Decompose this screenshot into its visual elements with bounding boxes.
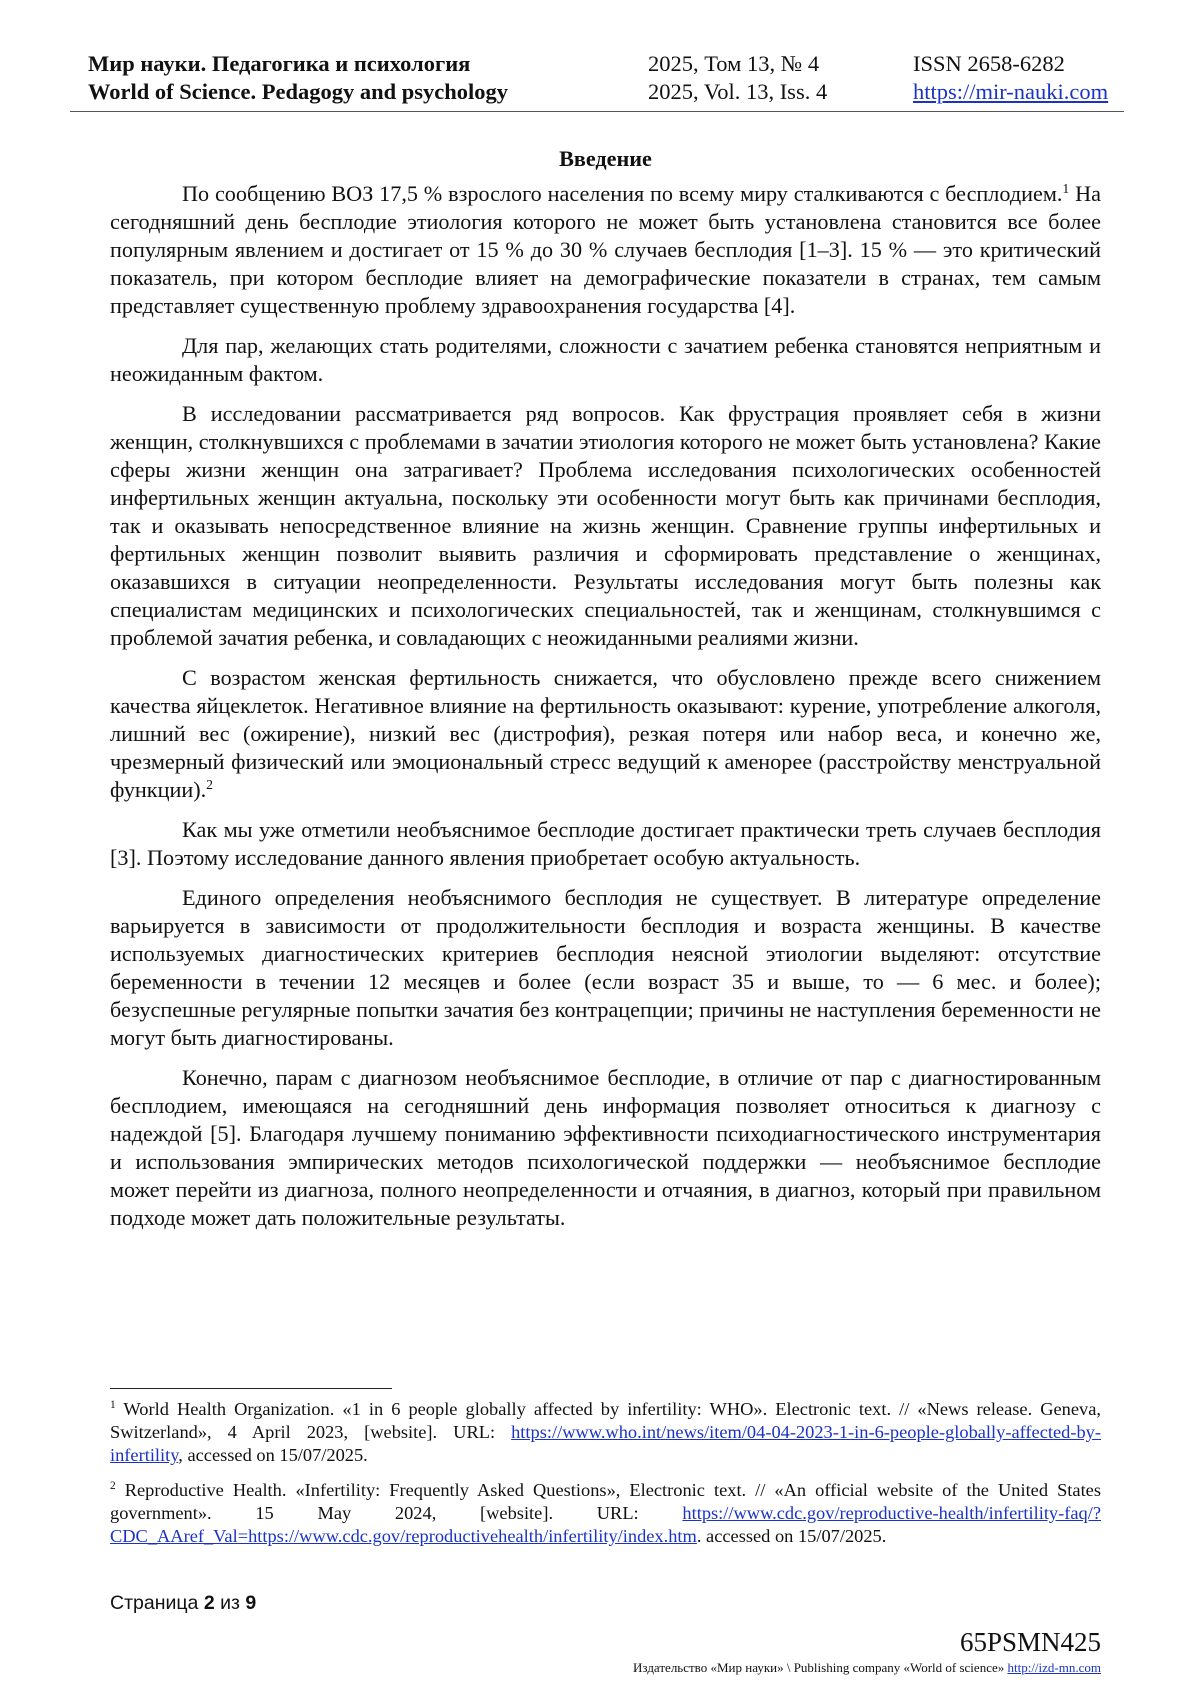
header-divider [70, 111, 1124, 112]
paragraph: С возрастом женская фертильность снижается, что обусловлено прежде всего снижением качества яйцеклеток. Негативное влияние на фертильность оказывают: курение, употребление алкоголя, лишний вес (ожирение), низкий вес (дистрофия), резкая потеря или набор веса, и конечно же, чрезмерный физический или эмоциональный стресс ведущий к аменорее (расстройству менструальной функции).$^2$ [110, 665, 1101, 802]
paragraph: Единого определения необъяснимого бесплодия не существует. В литературе определение варьируется в зависимости от продолжительности бесплодия и возраста женщины. В качестве используемых диагностических критериев бесплодия неясной этиологии выделяют: отсутствие беременности в течении 12 месяцев и более (если возраст 35 и выше, то — 6 мес. и более); безуспешные регулярные попытки зачатия без контрацепции; причины не наступления беременности не могут быть диагностированы. [110, 885, 1101, 1050]
footnote-separator [110, 1388, 392, 1389]
issn: ISSN 2658-6282 [913, 51, 1065, 76]
section-title: Введение [559, 146, 652, 171]
paragraph: Для пар, желающих стать родителями, сложности с зачатием ребенка становятся неприятным и неожиданным фактом. [110, 333, 1101, 386]
footnotes [110, 1398, 1101, 1559]
header-row-en [70, 78, 1122, 106]
issue-info-en: 2025, Vol. 13, Iss. 4 [648, 79, 828, 104]
footnote: $^2$ Reproductive Health. «Infertility: Frequently Asked Questions», Electronic text. // «An official website of the United States government». 15 May 2024, [website]. URL: https://www.cdc.gov/reproductive-health/infertility-faq/?CDC_AAref_Val=https://www.cdc.gov/reproductivehealth/infertility/index.htm. accessed on 15/07/2025. [110, 1479, 1101, 1547]
footnote-ref[interactable]: 2 [206, 776, 214, 792]
footnote-link[interactable]: https://www.who.int/news/item/04-04-2023-1-in-6-people-globally-affected-by-infertility [110, 1422, 1101, 1466]
article-body [110, 145, 1101, 1244]
paragraph: Как мы уже отметили необъяснимое бесплодие достигает практически треть случаев бесплодия [3]. Поэтому исследование данного явления приобретает особую актуальность. [110, 817, 1101, 870]
publisher-line: Издательство «Мир науки» \ Publishing company «World of science» http://izd-mn.com [633, 1660, 1101, 1675]
footnote-ref[interactable]: 1 [1062, 180, 1070, 196]
paragraph: В исследовании рассматривается ряд вопросов. Как фрустрация проявляет себя в жизни женщин, столкнувшихся с проблемами в зачатии этиология которого не может быть установлена? Какие сферы жизни женщин она затрагивает? Проблема исследования психологических особенностей инфертильных женщин актуальна, поскольку эти особенности могут быть как причинами бесплодия, так и оказывать непосредственное влияние на жизнь женщин. Сравнение группы инфертильных и фертильных женщин позволит выявить различия и сформировать представление о женщинах, оказавшихся в ситуации неопределенности. Результаты исследования могут быть полезны как специалистам медицинских и психологических специальностей, так и женщинам, столкнувшимся с проблемой зачатия ребенка, и совладающих с неожиданными реалиями жизни. [110, 401, 1101, 650]
footnote: $^1$ World Health Organization. «1 in 6 people globally affected by infertility: WHO». Electronic text. // «News release. Geneva, Switzerland», 4 April 2023, [website]. URL: https://www.who.int/news/item/04-04-2023-1-in-6-people-globally-affected-by-infertility, accessed on 15/07/2025. [110, 1399, 1101, 1466]
paragraph: По сообщению ВОЗ 17,5 % взрослого населения по всему миру сталкиваются с бесплодием.$^1$ На сегодняшний день бесплодие этиология которого не может быть установлена становится все более популярным явлением и достигает от 15 % до 30 % случаев бесплодия [1–3]. 15 % — это критический показатель, при котором бесплодие влияет на демографические показатели в странах, тем самым представляет существенную проблему здравоохранения государства [4]. [110, 180, 1102, 318]
article-code: 65PSMN425 [959, 1627, 1101, 1657]
journal-title-en: World of Science. Pedagogy and psychology [88, 79, 509, 104]
header-row-ru [70, 50, 1122, 78]
journal-site-link[interactable]: https://mir-nauki.com [913, 79, 1109, 104]
footnote-link[interactable]: https://www.cdc.gov/reproductive-health/infertility-faq/?CDC_AAref_Val=https://www.cdc.gov/reproductivehealth/infertility/index.htm [110, 1502, 1101, 1547]
publisher-link[interactable]: http://izd-mn.com [1007, 1660, 1101, 1675]
issue-info-ru: 2025, Том 13, № 4 [648, 51, 820, 76]
page-number: Страница 2 из 9 [110, 1592, 257, 1614]
journal-title-ru: Мир науки. Педагогика и психология [88, 51, 471, 76]
journal-header [70, 50, 1122, 106]
paragraph: Конечно, парам с диагнозом необъяснимое бесплодие, в отличие от пар с диагностированным бесплодием, имеющаяся на сегодняшний день информация позволяет относиться к диагнозу с надеждой [5]. Благодаря лучшему пониманию эффективности психодиагностического инструментария и использования эмпирических методов психологической поддержки — необъяснимое бесплодие может перейти из диагноза, полного неопределенности и отчаяния, в диагноз, который при правильном подходе может дать положительные результаты. [110, 1065, 1101, 1230]
